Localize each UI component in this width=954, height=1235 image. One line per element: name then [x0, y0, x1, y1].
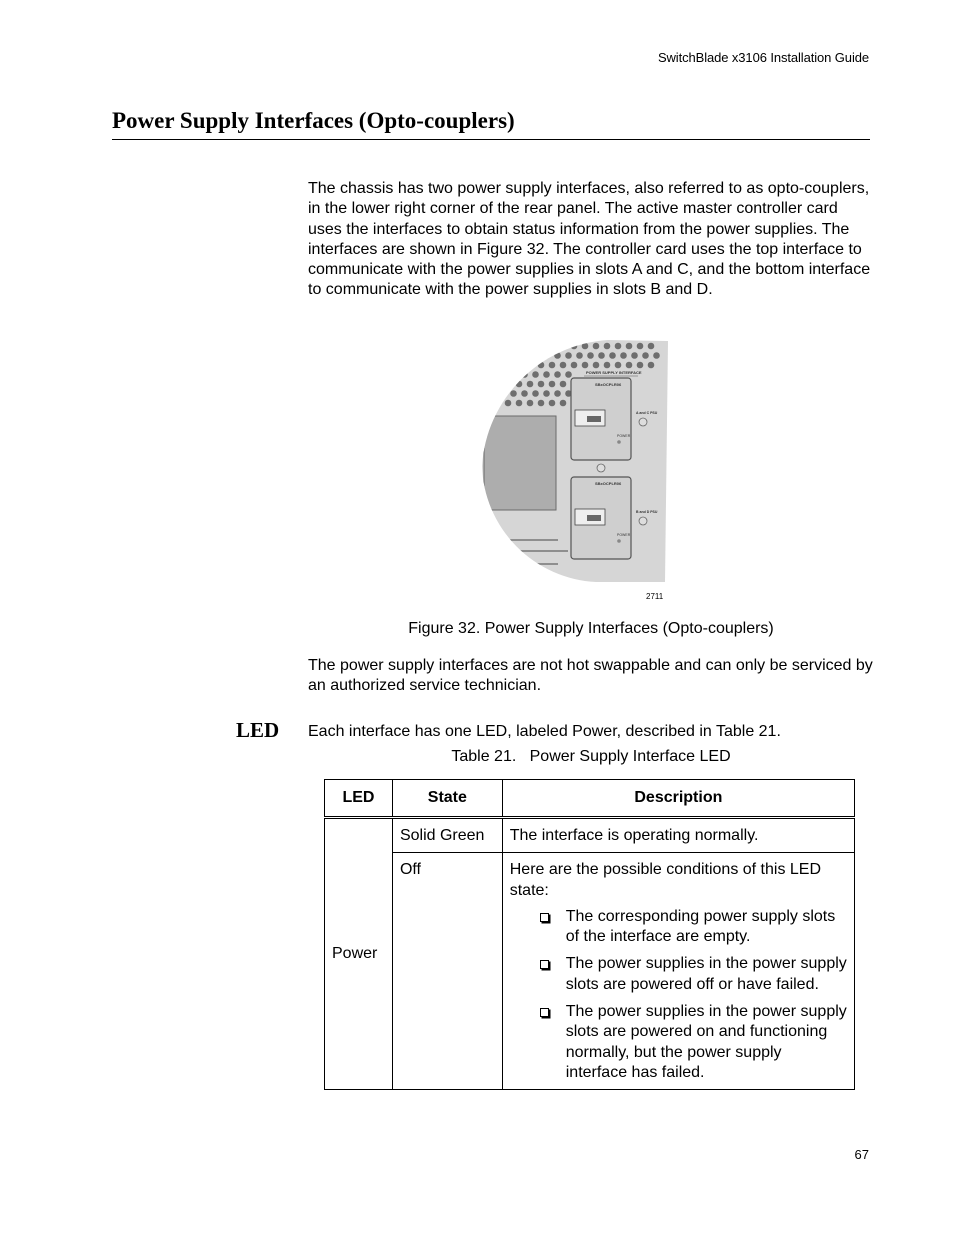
vent-hole: [615, 343, 622, 350]
checkbox-bullet-icon: [540, 1008, 549, 1017]
vent-hole: [483, 362, 490, 369]
interface-module-bottom: [571, 477, 631, 559]
vent-hole: [516, 381, 523, 388]
led-paragraph: Each interface has one LED, labeled Power, described in Table 21.: [308, 723, 781, 740]
vent-hole: [565, 371, 572, 378]
cell-state: Solid Green: [392, 818, 502, 853]
checkbox-bullet-icon: [540, 960, 549, 969]
module-label-bottom: SBxOCPLR06: [595, 481, 622, 486]
vent-hole: [532, 371, 539, 378]
description-intro: Here are the possible conditions of this LED state:: [509, 861, 822, 899]
vent-hole: [521, 352, 528, 359]
vent-hole: [587, 352, 594, 359]
power-led-bottom-icon: [617, 539, 621, 543]
vent-hole: [653, 352, 660, 359]
vent-hole: [516, 400, 523, 407]
vent-hole: [505, 381, 512, 388]
vent-hole: [505, 343, 512, 350]
vent-hole: [571, 343, 578, 350]
panel-title: POWER SUPPLY INTERFACE: [586, 370, 642, 375]
vent-hole: [505, 362, 512, 369]
vent-hole: [554, 390, 561, 397]
module-label-top: SBxOCPLR06: [595, 382, 622, 387]
vent-hole: [549, 400, 556, 407]
vent-hole: [604, 362, 611, 369]
vent-hole: [483, 381, 490, 388]
slot-bd-label: B and D PSU: [636, 510, 658, 514]
cell-state: Off: [392, 853, 502, 1090]
rear-panel-illustration: [478, 336, 678, 606]
hot-swap-paragraph: The power supply interfaces are not hot swappable and can only be serviced by an authorized service technician.: [308, 657, 873, 695]
vent-hole: [538, 362, 545, 369]
vent-hole: [571, 362, 578, 369]
vent-hole: [598, 352, 605, 359]
vent-hole: [527, 362, 534, 369]
vent-hole: [516, 343, 523, 350]
cell-led-name: Power: [325, 818, 393, 1090]
vent-hole: [637, 362, 644, 369]
vent-hole: [505, 400, 512, 407]
vent-hole: [609, 352, 616, 359]
vent-hole: [532, 352, 539, 359]
vent-hole: [510, 371, 517, 378]
running-header: SwitchBlade x3106 Installation Guide: [657, 50, 869, 65]
vent-hole: [582, 343, 589, 350]
vent-hole: [560, 400, 567, 407]
vent-hole: [549, 343, 556, 350]
figure-opto-couplers: [478, 336, 678, 606]
slot-ac-label: A and C PSU: [636, 411, 658, 415]
vent-hole: [549, 362, 556, 369]
vent-hole: [560, 343, 567, 350]
table-row: [325, 853, 855, 1090]
table-header-row: [325, 780, 855, 818]
list-item: The corresponding power supply slots of the interface are empty.: [510, 907, 847, 948]
vent-hole: [543, 371, 550, 378]
vent-hole: [543, 352, 550, 359]
status-indicator-ac-icon: [639, 418, 647, 426]
vent-hole: [538, 343, 545, 350]
vent-hole: [626, 343, 633, 350]
checkbox-bullet-icon: [540, 913, 549, 922]
vent-hole: [494, 400, 501, 407]
vent-hole: [637, 343, 644, 350]
vent-hole: [642, 352, 649, 359]
blank-plate: [484, 416, 556, 510]
list-item: The power supplies in the power supply slots are powered on and functioning normally, but the power supply interface has failed.: [510, 1002, 847, 1083]
vent-hole: [494, 381, 501, 388]
vent-hole: [626, 362, 633, 369]
vent-hole: [560, 381, 567, 388]
vent-hole: [521, 371, 528, 378]
vent-hole: [510, 390, 517, 397]
vent-hole: [499, 352, 506, 359]
cell-description: [502, 853, 854, 1090]
vent-hole: [593, 343, 600, 350]
intro-paragraph: The chassis has two power supply interfaces, also referred to as opto-couplers, in the lower right corner of the rear panel. The active master controller card uses the interfaces to obtain status information from the power supplies. The interfaces are shown in Figure 32. The controller card uses the top interface to communicate with the power supplies in slots A and C, and the bottom interface to communicate with the power supplies in slots B and D.: [308, 180, 871, 299]
page-number: 67: [854, 1147, 869, 1162]
vent-hole: [494, 343, 501, 350]
led-table: [324, 779, 855, 1090]
vent-hole: [488, 390, 495, 397]
vent-hole: [554, 352, 561, 359]
vent-hole: [543, 390, 550, 397]
vent-hole: [527, 400, 534, 407]
led-label-bottom: POWER: [617, 533, 631, 537]
vent-hole: [510, 352, 517, 359]
vent-hole: [499, 371, 506, 378]
figure-number: 2711: [646, 592, 664, 601]
header-led: LED: [325, 780, 393, 818]
vent-hole: [593, 362, 600, 369]
vent-hole: [516, 362, 523, 369]
vent-hole: [494, 362, 501, 369]
cell-description: The interface is operating normally.: [502, 818, 854, 853]
vent-hole: [615, 362, 622, 369]
vent-hole: [527, 343, 534, 350]
table-row: [325, 818, 855, 853]
vent-hole: [582, 362, 589, 369]
vent-hole: [488, 371, 495, 378]
condition-list: [510, 907, 847, 1083]
header-state: State: [392, 780, 502, 818]
section-title: Power Supply Interfaces (Opto-couplers): [112, 108, 870, 140]
vent-hole: [488, 352, 495, 359]
vent-hole: [521, 390, 528, 397]
list-item: The power supplies in the power supply slots are powered off or have failed.: [510, 954, 847, 995]
vent-hole: [576, 352, 583, 359]
vent-hole: [499, 390, 506, 397]
vent-hole: [554, 371, 561, 378]
side-heading-led: LED: [236, 718, 280, 742]
vent-hole: [565, 352, 572, 359]
vent-hole: [532, 390, 539, 397]
vent-hole: [483, 343, 490, 350]
vent-hole: [631, 352, 638, 359]
vent-hole: [648, 362, 655, 369]
vent-hole: [549, 381, 556, 388]
figure-caption: Figure 32. Power Supply Interfaces (Opto-couplers): [408, 620, 774, 637]
table-caption: Table 21. Power Supply Interface LED: [451, 748, 731, 765]
vent-hole: [538, 381, 545, 388]
mounting-screw-icon: [597, 464, 605, 472]
vent-hole: [527, 381, 534, 388]
header-description: Description: [502, 780, 854, 818]
vent-hole: [648, 343, 655, 350]
vent-hole: [560, 362, 567, 369]
power-led-top-icon: [617, 440, 621, 444]
interface-module-top: [571, 378, 631, 460]
vent-hole: [620, 352, 627, 359]
vent-hole: [538, 400, 545, 407]
vent-hole: [483, 400, 490, 407]
vent-hole: [604, 343, 611, 350]
status-indicator-bd-icon: [639, 517, 647, 525]
led-label-top: POWER: [617, 434, 631, 438]
